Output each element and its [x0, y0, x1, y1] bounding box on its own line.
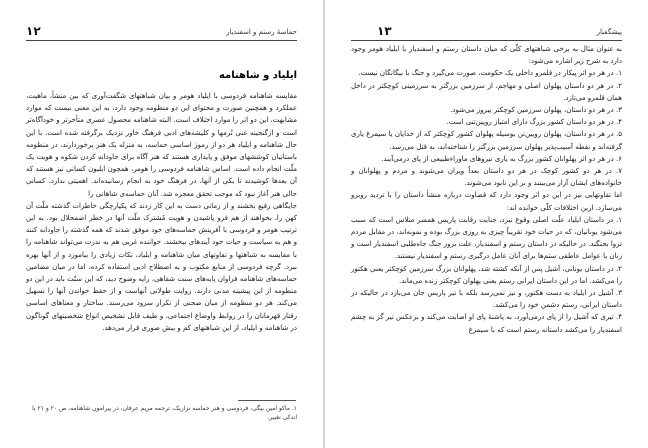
list-item: ۴. در هر دو داستان کشور بزرگ دارای امتیاز رویین‌تنی است. — [446, 118, 622, 127]
list-item: ۶. در هر دو اثر پهلوانان کشور بزرگ به یاری نیروهای ماوراءطبیعی از پای درمی‌آیند. — [381, 154, 622, 163]
footnote: ۱. ماکو امین بیگی، فردوسی و هنر حماسه نزاریک، ترجمه مریم عرفان، در پیرامون شاهنامه، ص ۲۰ و ۲۱ با اندکی تغییر. — [32, 405, 297, 421]
list-item: ۳. آشیل در ایلیاد به دست هکتور، و نیز نمی‌رسد بلکه با تیر پاریس جان می‌بازد در حالیکه در داستان ایرانی، رستم دشمن خود را می‌کشد. — [351, 289, 622, 310]
paragraph: جایگاهی رفیع بخشند و از زمانی دست به این کار زدند که پکپارچگی خاطرات گذشته ملّت آن کهن را، بخواهند از هم فرو پاشیدن و هویت مُشترک ملّت آنها در خطر اضمحلال بود. به این ترتیب هومر و فردوسی با آفرینش حماسه‌های خود موفق شدند که همه گذشته را جاودانه کنند و هم به سیاست و حیات خود آیندهای ببخشند. خواننده غربی هم به ندرت می‌تواند شاهنامه را با مقایسه به شباهتها و تفاوتهای میان شاهنامه و ایلیاد، نکات زیادی را بیاموزد و از آنها بهره ببرد. گرچه فردوسی از منابع مکتوب و به اصطلاح ادبی استفاده کرده، اما در میان مضامین حماسه‌های شاهنامه فراوان پایه‌های سنت شفاهی، رایه وضوح دید، که این سنّت باید در این دو منظومه از این پیشینه مدنی دارند، روایت طولانی آنهاست و از حفظ خواندن آنها را تسهیل می‌کند. هر دو منظومه از میان صحنی از تکرار سرود می‌رسند. ساختار و معناهای اساسی رفتار قهرمانان را در روابط واوضاع اجتماعی، و طیف قابل تشخیص انواع شخصیتهای گوناگون در شاهنامه و ایلیاد، از این شباهتهای کم و بیش صوری قرار می‌دهد. — [26, 201, 297, 332]
running-title: پیشگفتار — [596, 28, 622, 36]
page-number: ۱۳ — [377, 24, 392, 38]
paragraph: به عنوان مثال به برخی شباهتهای کلّی که میان داستان رستم و اسفندیار با ایلیاد هومر وجود دارد به شرح زیر اشاره می‌شود: — [351, 45, 622, 66]
section-heading: ایلیاد و شاهنامه — [218, 70, 297, 81]
paragraph: اما تفاوتهایی نیز در این دو اثر وجود دارد که قضاوت درباره منشأ داستان را با تردید روبرو می‌سازد. ازین اختلافات کلّی خوانده اند: — [351, 191, 622, 212]
left-body-text — [26, 90, 297, 334]
page-number: ۱۲ — [26, 24, 41, 38]
list-item: ۱. در هر دو اثر پیکار در قلمرو داخلی یک حکومت، صورت می‌گیرد و جنگ با بیگانگان نیست. — [358, 69, 622, 78]
running-title: حماسهٔ رستم و اسفندیار — [226, 28, 297, 36]
list-item: ۲. در هر دو داستان پهلوان اصلی و مهاجم، از سرزمین بزرگتر به سرزمینی کوچکتر در داخل همان قلمرو می‌تازد. — [351, 81, 622, 102]
left-page-header — [26, 24, 297, 41]
paragraph: مقایسه شاهنامه فردوسی با ایلیاد هومر و بیان شباهتهای شگفت‌آوری که بین منشأ، ماهیت، عملکرد و همچنین صورت و محتوای این دو منظومه وجود دارد، به این معنی نیست که موارد مشابهت، این دو اثر را موارد اختلاف است. البته شاهنامه محصول عصری متأخرتر و خودآگاه‌تر است و ازگنجینه غنی تُرمها و کلیشه‌های ادبی فرهنگ خاور نزدیک برگرفته شده است. با این حال شاهنامه و ایلیاد هر دو از رموز اساسی حماسه، به منزله یک هنر برخوردارند، در منظومه باستانیان کوششهای موفق و پایداری هستند که هنر آگاه برای جاودانه کردن شکوه و هویت یک ملّت انجام داده است. اساس شاهنامه فردوسی را هومر، همچون ایلیون کسانی نیز هستند که آن بعدها کوشیدند تا یکی از آنها، در فرهنگ خود به انجام رسانیده‌اند. اهمیتی ندارد، کسانی حالی هنر آغاز نبود که موجب تحقق معجزه شد. آنان حماسه‌ی شاهانی را — [26, 92, 297, 198]
list-item: ۵. در هر دو داستان، پهلوان رویین‌تن بوسیله پهلوان کشور کوچکتر که از خدایان یا سیمرغ یاری گرفته‌اند و نقطه آسیب‌پذیر پهلوان سرزمین بزرگتر را شناخته‌اند، به قتل می‌رسد. — [351, 130, 622, 151]
list-item: ۳. در هر دو داستان، پهلوان سرزمین کوچکتر پیروز می‌شود. — [450, 106, 622, 115]
list-item: ۷. در هر دو کشور کوچک در هر دو داستان بعداً ویران می‌شوند و مردم و پهلوانان و خانواده‌های ایشان آزار می‌بینند و بر این نابود می‌شوند. — [351, 167, 622, 188]
left-page — [0, 0, 323, 448]
right-body-text — [351, 43, 622, 336]
list-item: ۴. تیری که آشیل را از پای درمی‌آورد، به پاشنهٔ پای او اصابت می‌کند و برعکس تیر گز به چشم اسفندیار را می‌کشد داستانه رستم است که با سیمرغ — [351, 313, 622, 334]
footnote-rule — [238, 400, 296, 401]
list-item: ۲. در داستان یونانی، آشیل پس از آنکه کشته شد، پهلوانان بزرگ سرزمین کوچکتر یعنی هکتور را می‌کشد. اما در این داستان ایرانی رستم یعنی پهلوان کوچکتر زنده می‌ماند. — [351, 264, 622, 285]
list-item: ۱. در داستان ایلیاد علّت اصلی وقوع نبرد، جنایت رقابت پاریس همسر منلاس است که سبب می‌شود یونانیان، که در حیات خود تقریباً چیزی به روزی بزرگ بوده و نمونه‌اند، در مقابل مردم تروا بجنگند. در حالیکه در داستان رستم و اسفندیار، علت بروز جنگ جاه‌طلبی اسفندیار است و زنان یا عوامل عاطفی ستم‌ها برای آنان عامل درگیری رستم و اسفندیار نیستند. — [351, 215, 622, 261]
right-page-header — [351, 24, 622, 41]
right-page — [325, 0, 648, 448]
